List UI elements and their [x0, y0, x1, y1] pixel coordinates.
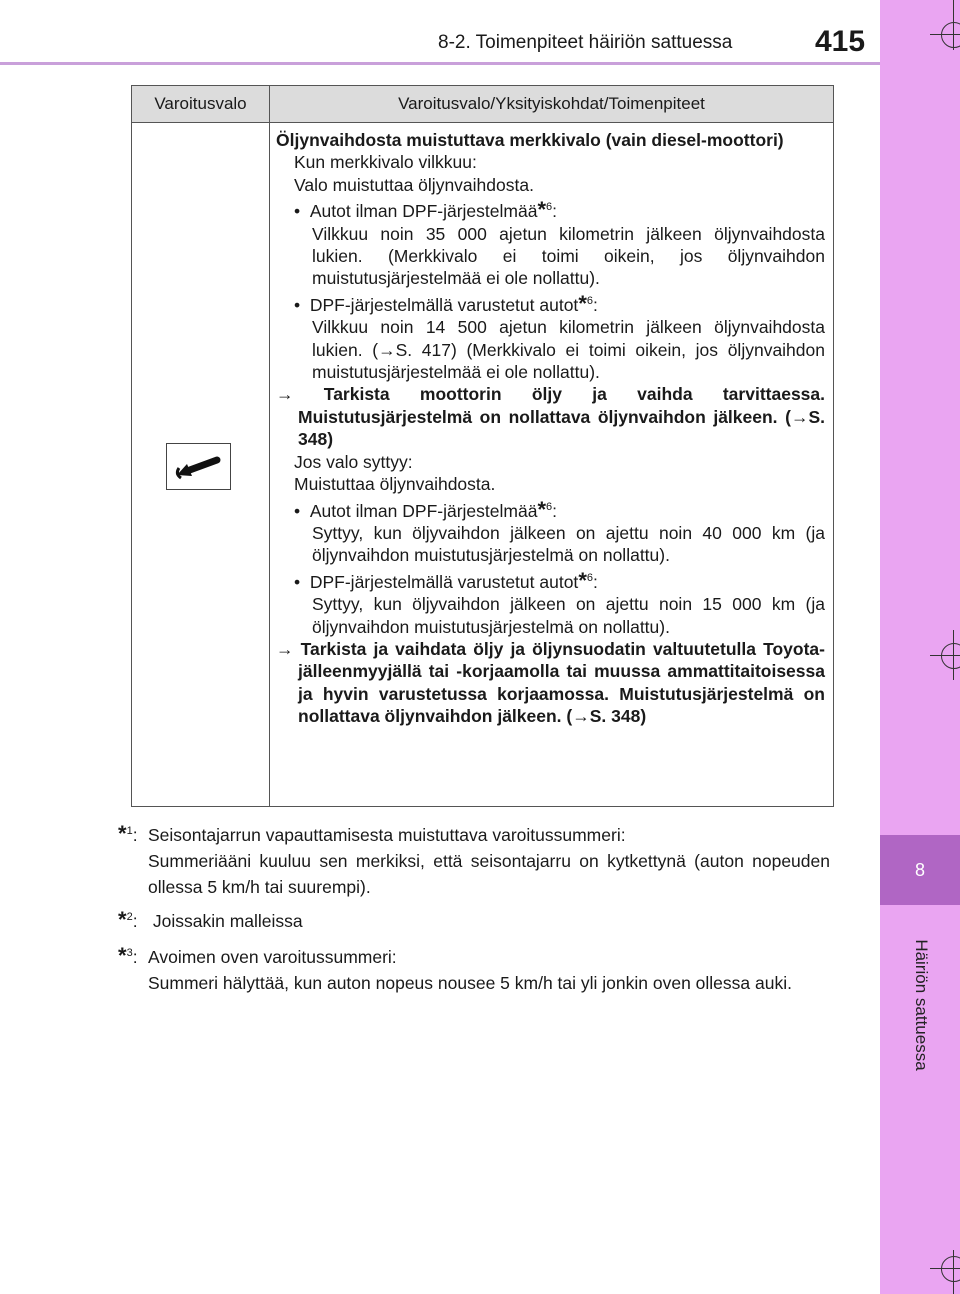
- footnote-ref: 6: [586, 571, 593, 584]
- list-item: • DPF-järjestelmällä varustetut autot*$^6$:: [294, 290, 598, 316]
- warning-light-table: [131, 85, 834, 807]
- table-row: [132, 123, 834, 807]
- header-rule: [0, 62, 880, 65]
- list-item-text: Syttyy, kun öljyvaihdon jälkeen on ajettu noin 40 000 km (ja öljynvaihdon muistutusjärjestelmä on nollattu).: [312, 522, 825, 566]
- list-item: • Autot ilman DPF-järjestelmää*$^6$:: [294, 197, 557, 223]
- crop-circle: [941, 643, 960, 669]
- list-item-label: Autot ilman DPF-järjestelmää: [309, 201, 538, 222]
- chapter-number: 8: [880, 835, 960, 905]
- footnote: [118, 904, 830, 934]
- details-cell: [270, 123, 834, 807]
- table-header-row: [132, 86, 834, 123]
- light-title: Öljynvaihdosta muistuttava merkkivalo (vain diesel-moottori): [276, 130, 784, 150]
- list-item-label: DPF-järjestelmällä varustetut autot: [309, 294, 579, 315]
- footnote: [118, 818, 830, 900]
- footnote-body: Summeriääni kuuluu sen merkiksi, että seisontajarru on kytkettynä (auton nopeuden ollessa 5 km/h tai suurempi).: [148, 851, 830, 897]
- list-item-text: Syttyy, kun öljyvaihdon jälkeen on ajettu noin 15 000 km (ja öljynvaihdon muistutusjärjestelmä on nollattu).: [312, 594, 825, 637]
- list-item: • DPF-järjestelmällä varustetut autot*$^6$:: [294, 567, 598, 593]
- page-reference: S. 348: [589, 706, 641, 727]
- column-header-light: Varoitusvalo: [132, 86, 270, 123]
- footnote: [118, 940, 830, 996]
- section-title: 8-2. Toimenpiteet häiriön sattuessa: [438, 32, 733, 53]
- list-item-text: Vilkkuu noin 35 000 ajetun kilometrin jälkeen öljynvaihdosta lukien. (Merkkivalo ei toimi oikein, jos öljynvaihdon muistutusjärjestelmää ei ole nollattu).: [312, 223, 825, 289]
- on-intro: Jos valo syttyy:: [294, 451, 413, 472]
- list-item: • Autot ilman DPF-järjestelmää*$^6$:: [294, 496, 557, 522]
- footnote-title: Seisontajarrun vapauttamisesta muistuttava varoitussummeri:: [148, 825, 626, 845]
- footnote-marker: *$^2$:: [118, 907, 138, 932]
- blink-desc: Valo muistuttaa öljynvaihdosta.: [294, 174, 534, 195]
- list-item-label: Autot ilman DPF-järjestelmää: [309, 500, 538, 521]
- blink-intro: Kun merkkivalo vilkkuu:: [294, 152, 477, 173]
- list-item-label: DPF-järjestelmällä varustetut autot: [309, 571, 579, 592]
- list-item-text: Vilkkuu noin 14 500 ajetun kilometrin jälkeen öljynvaihdosta lukien. (→S. 417) (Merkkivalo ei toimi oikein, jos öljynvaihdon muistutusjärjestelmää ei ole nollattu).: [312, 317, 825, 383]
- footnote-title: Joissakin malleissa: [152, 911, 303, 931]
- chapter-label-text: Häiriön sattuessa: [912, 939, 931, 1071]
- wrench-icon: [166, 443, 231, 490]
- footnote-body: Summeri hälyttää, kun auton nopeus nousee 5 km/h tai yli jonkin oven ollessa auki.: [148, 973, 792, 993]
- chapter-label: [906, 920, 936, 1090]
- footnote-marker: *$^1$:: [118, 821, 138, 846]
- footnote-ref: 6: [546, 500, 553, 513]
- on-desc: Muistuttaa öljynvaihdosta.: [294, 474, 496, 495]
- footnote-ref: 6: [586, 294, 593, 307]
- column-header-details: Varoitusvalo/Yksityiskohdat/Toimenpiteet: [270, 86, 834, 123]
- action-step: → Tarkista ja vaihdata öljy ja öljynsuodatin valtuutetulla Toyota-jälleenmyyjällä tai -korjaamolla tai muussa ammattitaitoisessa ja hyvin varustetussa korjaamossa. Muistutusjärjestelmä on nollattava öljynvaihdon jälkeen. (→S. 348): [276, 638, 825, 727]
- icon-cell: [132, 123, 270, 807]
- page-reference: S. 348: [298, 406, 825, 450]
- page-reference: S. 417: [395, 339, 451, 360]
- action-step: → Tarkista moottorin öljy ja vaihda tarvittaessa. Muistutusjärjestelmä on nollattava öljynvaihdon jälkeen. (→S. 348): [276, 384, 825, 450]
- page-number: 415: [815, 25, 866, 58]
- footnote-marker: *$^3$:: [118, 943, 138, 968]
- crop-circle: [941, 1256, 960, 1282]
- crop-circle: [941, 22, 960, 48]
- footnote-title: Avoimen oven varoitussummeri:: [148, 947, 397, 967]
- footnote-ref: 6: [546, 201, 553, 214]
